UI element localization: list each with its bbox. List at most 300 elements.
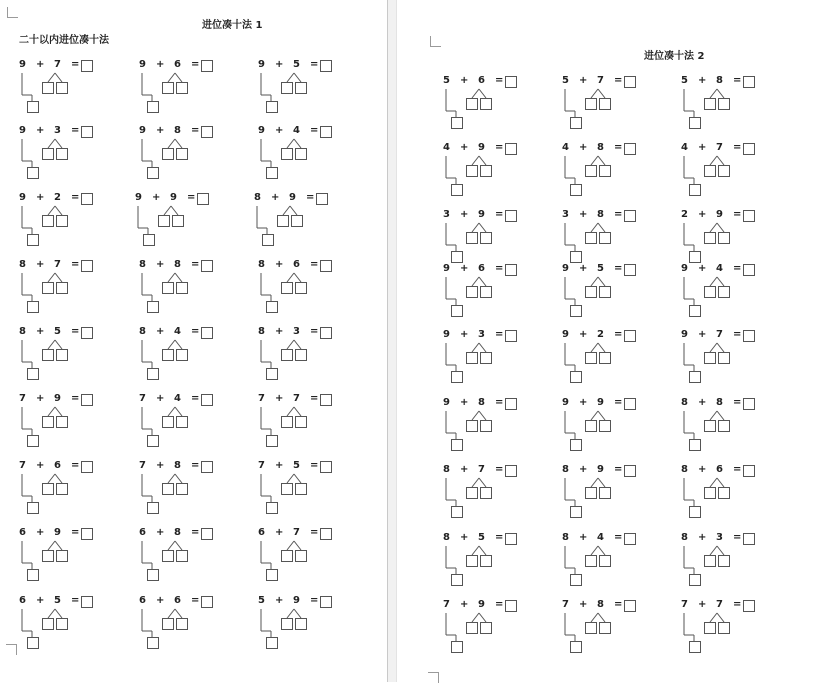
split-box-left[interactable] [704,165,716,177]
answer-box[interactable] [81,394,93,406]
equals-sign: = [614,329,623,340]
equals-sign: = [495,329,504,340]
ten-sum-box[interactable] [27,435,39,447]
decomposition-line [710,277,717,286]
decomposition-line [717,156,724,165]
answer-box[interactable] [201,394,213,406]
answer-box[interactable] [624,398,636,410]
second-addend: 6 [478,75,485,86]
split-box-right[interactable] [176,148,188,160]
split-box-left[interactable] [281,483,293,495]
plus-sign: + [698,142,707,153]
split-box-right[interactable] [480,555,492,567]
ten-sum-box[interactable] [266,637,278,649]
split-box-right[interactable] [56,349,68,361]
first-addend: 8 [139,259,146,270]
split-box-right[interactable] [172,215,184,227]
ten-sum-box[interactable] [27,637,39,649]
ten-sum-box[interactable] [27,502,39,514]
equals-sign: = [71,259,80,270]
ten-sum-box[interactable] [266,368,278,380]
split-box-left[interactable] [162,349,174,361]
split-box-left[interactable] [162,618,174,630]
split-box-right[interactable] [599,98,611,110]
addition-problem [562,532,642,588]
first-addend: 6 [139,527,146,538]
ten-sum-box[interactable] [570,641,582,653]
ten-sum-box[interactable] [689,439,701,451]
answer-box[interactable] [320,60,332,72]
answer-box[interactable] [743,76,755,88]
ten-sum-box[interactable] [147,435,159,447]
addition-problem [562,209,642,265]
decomposition-line [717,277,724,286]
decomposition-line [168,541,175,550]
ten-sum-box[interactable] [147,637,159,649]
addition-problem [562,464,642,520]
answer-box[interactable] [743,600,755,612]
split-box-left[interactable] [281,148,293,160]
answer-box[interactable] [201,461,213,473]
split-box-right[interactable] [176,618,188,630]
split-box-left[interactable] [162,483,174,495]
answer-box[interactable] [320,126,332,138]
ten-sum-box[interactable] [266,101,278,113]
addition-problem [443,75,523,131]
split-box-right[interactable] [599,165,611,177]
split-box-right[interactable] [295,282,307,294]
plus-sign: + [275,595,284,606]
answer-box[interactable] [320,327,332,339]
plus-sign: + [156,326,165,337]
ten-sum-box[interactable] [689,371,701,383]
split-box-right[interactable] [599,232,611,244]
addition-problem [19,393,99,449]
ten-sum-box[interactable] [147,569,159,581]
split-box-right[interactable] [176,82,188,94]
decomposition-line [591,478,598,487]
split-box-right[interactable] [718,622,730,634]
decomposition-line [48,474,55,483]
decomposition-line [175,541,182,550]
plus-sign: + [36,326,45,337]
ten-sum-box[interactable] [147,167,159,179]
answer-box[interactable] [743,210,755,222]
first-addend: 9 [681,329,688,340]
split-box-left[interactable] [704,420,716,432]
split-box-right[interactable] [176,282,188,294]
ten-sum-box[interactable] [451,641,463,653]
ten-sum-box[interactable] [451,371,463,383]
ten-sum-box[interactable] [266,569,278,581]
ten-sum-box[interactable] [143,234,155,246]
split-box-left[interactable] [585,232,597,244]
split-box-right[interactable] [56,550,68,562]
second-addend: 5 [597,263,604,274]
split-box-left[interactable] [585,286,597,298]
ten-sum-box[interactable] [689,117,701,129]
split-box-left[interactable] [466,420,478,432]
ten-sum-box[interactable] [689,506,701,518]
split-box-left[interactable] [585,420,597,432]
split-box-left[interactable] [281,82,293,94]
split-box-right[interactable] [176,416,188,428]
split-box-left[interactable] [704,286,716,298]
answer-box[interactable] [320,461,332,473]
split-box-right[interactable] [56,82,68,94]
split-box-left[interactable] [704,622,716,634]
split-box-right[interactable] [56,148,68,160]
split-box-left[interactable] [42,349,54,361]
split-box-right[interactable] [599,420,611,432]
ten-sum-box[interactable] [451,251,463,263]
answer-box[interactable] [505,465,517,477]
split-box-right[interactable] [599,555,611,567]
plus-sign: + [275,527,284,538]
answer-box[interactable] [505,76,517,88]
answer-box[interactable] [201,260,213,272]
addition-problem [681,263,761,319]
answer-box[interactable] [743,143,755,155]
split-box-right[interactable] [480,622,492,634]
equals-sign: = [733,209,742,220]
split-box-right[interactable] [480,487,492,499]
split-box-right[interactable] [176,550,188,562]
ten-sum-box[interactable] [689,251,701,263]
split-box-left[interactable] [585,165,597,177]
equals-sign: = [614,209,623,220]
ten-sum-box[interactable] [266,301,278,313]
decomposition-line [55,541,62,550]
answer-box[interactable] [201,596,213,608]
answer-box[interactable] [197,193,209,205]
split-box-right[interactable] [599,286,611,298]
ten-sum-box[interactable] [27,368,39,380]
split-box-left[interactable] [466,165,478,177]
ten-sum-box[interactable] [570,574,582,586]
answer-box[interactable] [505,600,517,612]
split-box-right[interactable] [718,286,730,298]
answer-box[interactable] [81,327,93,339]
first-addend: 9 [258,125,265,136]
split-box-right[interactable] [291,215,303,227]
split-box-left[interactable] [42,483,54,495]
split-box-left[interactable] [466,98,478,110]
second-addend: 9 [293,595,300,606]
split-box-left[interactable] [281,349,293,361]
decomposition-line [48,609,55,618]
split-box-right[interactable] [599,487,611,499]
answer-box[interactable] [624,330,636,342]
decomposition-line [168,609,175,618]
answer-box[interactable] [743,533,755,545]
plus-sign: + [275,125,284,136]
ten-sum-box[interactable] [147,101,159,113]
margin-corner-mark [7,7,18,18]
plus-sign: + [36,259,45,270]
split-box-left[interactable] [466,555,478,567]
split-box-left[interactable] [162,282,174,294]
answer-box[interactable] [316,193,328,205]
ten-sum-box[interactable] [570,439,582,451]
plus-sign: + [460,464,469,475]
decomposition-line [175,73,182,82]
answer-box[interactable] [81,528,93,540]
decomposition-line [717,89,724,98]
answer-box[interactable] [624,533,636,545]
split-box-left[interactable] [42,148,54,160]
split-box-left[interactable] [585,622,597,634]
answer-box[interactable] [81,260,93,272]
split-box-right[interactable] [718,555,730,567]
answer-box[interactable] [201,60,213,72]
decomposition-line [48,73,55,82]
addition-problem [681,532,761,588]
split-box-left[interactable] [42,215,54,227]
split-box-left[interactable] [466,286,478,298]
split-box-right[interactable] [295,349,307,361]
split-box-right[interactable] [599,352,611,364]
decomposition-line [710,546,717,555]
equals-sign: = [614,397,623,408]
split-box-right[interactable] [480,352,492,364]
split-box-left[interactable] [585,98,597,110]
ten-sum-box[interactable] [570,506,582,518]
answer-box[interactable] [81,60,93,72]
addition-problem [258,59,338,115]
first-addend: 8 [681,532,688,543]
split-box-left[interactable] [585,555,597,567]
plus-sign: + [460,599,469,610]
split-box-left[interactable] [466,622,478,634]
split-box-right[interactable] [176,483,188,495]
answer-box[interactable] [320,394,332,406]
decomposition-line [710,156,717,165]
equals-sign: = [191,595,200,606]
split-box-left[interactable] [704,98,716,110]
split-box-left[interactable] [281,416,293,428]
plus-sign: + [156,125,165,136]
ten-sum-box[interactable] [689,574,701,586]
decomposition-line [290,206,297,215]
split-box-left[interactable] [704,352,716,364]
decomposition-line [287,609,294,618]
addition-problem [139,460,219,516]
ten-sum-box[interactable] [570,305,582,317]
split-box-left[interactable] [704,487,716,499]
decomposition-line [710,478,717,487]
split-box-right[interactable] [718,232,730,244]
split-box-left[interactable] [42,550,54,562]
addition-problem [681,464,761,520]
split-box-right[interactable] [718,487,730,499]
answer-box[interactable] [743,398,755,410]
equals-sign: = [733,532,742,543]
split-box-left[interactable] [704,555,716,567]
ten-sum-box[interactable] [266,167,278,179]
answer-box[interactable] [320,528,332,540]
split-box-right[interactable] [295,82,307,94]
split-box-left[interactable] [281,282,293,294]
decomposition-line [294,139,301,148]
ten-sum-box[interactable] [570,117,582,129]
decomposition-line [294,474,301,483]
split-box-right[interactable] [176,349,188,361]
first-addend: 8 [443,464,450,475]
decomposition-line [287,474,294,483]
plus-sign: + [579,329,588,340]
answer-box[interactable] [743,264,755,276]
second-addend: 4 [174,393,181,404]
split-box-left[interactable] [42,416,54,428]
ten-sum-box[interactable] [451,574,463,586]
ten-sum-box[interactable] [266,435,278,447]
answer-box[interactable] [81,193,93,205]
split-box-right[interactable] [56,416,68,428]
split-box-right[interactable] [56,215,68,227]
decomposition-line [717,343,724,352]
answer-box[interactable] [505,533,517,545]
split-box-right[interactable] [295,483,307,495]
plus-sign: + [460,209,469,220]
addition-problem [139,59,219,115]
answer-box[interactable] [505,143,517,155]
answer-box[interactable] [624,465,636,477]
answer-box[interactable] [743,330,755,342]
ten-sum-box[interactable] [689,641,701,653]
split-box-left[interactable] [466,487,478,499]
answer-box[interactable] [624,143,636,155]
split-box-left[interactable] [466,352,478,364]
split-box-right[interactable] [480,286,492,298]
answer-box[interactable] [201,327,213,339]
split-box-right[interactable] [480,420,492,432]
answer-box[interactable] [81,126,93,138]
answer-box[interactable] [505,330,517,342]
answer-box[interactable] [505,210,517,222]
answer-box[interactable] [201,126,213,138]
answer-box[interactable] [81,461,93,473]
answer-box[interactable] [624,210,636,222]
ten-sum-box[interactable] [147,502,159,514]
decomposition-line [710,89,717,98]
split-box-left[interactable] [42,618,54,630]
answer-box[interactable] [81,596,93,608]
ten-sum-box[interactable] [689,305,701,317]
answer-box[interactable] [743,465,755,477]
split-box-left[interactable] [162,148,174,160]
ten-sum-box[interactable] [147,301,159,313]
split-box-right[interactable] [718,165,730,177]
answer-box[interactable] [505,398,517,410]
ten-sum-box[interactable] [451,184,463,196]
split-box-right[interactable] [56,483,68,495]
split-box-left[interactable] [281,550,293,562]
split-box-right[interactable] [480,232,492,244]
split-box-left[interactable] [704,232,716,244]
ten-sum-box[interactable] [27,301,39,313]
answer-box[interactable] [624,76,636,88]
split-box-right[interactable] [480,165,492,177]
first-addend: 4 [443,142,450,153]
split-box-left[interactable] [42,82,54,94]
split-box-right[interactable] [718,420,730,432]
first-addend: 5 [443,75,450,86]
plus-sign: + [36,460,45,471]
equals-sign: = [733,142,742,153]
split-box-left[interactable] [162,550,174,562]
ten-sum-box[interactable] [570,184,582,196]
answer-box[interactable] [320,260,332,272]
split-box-left[interactable] [281,618,293,630]
split-box-left[interactable] [466,232,478,244]
ten-sum-box[interactable] [27,167,39,179]
plus-sign: + [579,464,588,475]
ten-sum-box[interactable] [27,101,39,113]
ten-sum-box[interactable] [570,251,582,263]
split-box-right[interactable] [480,98,492,110]
ten-sum-box[interactable] [451,506,463,518]
split-box-right[interactable] [599,622,611,634]
decomposition-line [287,541,294,550]
plus-sign: + [579,397,588,408]
split-box-right[interactable] [295,550,307,562]
ten-sum-box[interactable] [147,368,159,380]
equals-sign: = [495,142,504,153]
split-box-left[interactable] [585,487,597,499]
first-addend: 4 [681,142,688,153]
ten-sum-box[interactable] [570,371,582,383]
split-box-left[interactable] [158,215,170,227]
ten-sum-box[interactable] [266,502,278,514]
ten-sum-box[interactable] [27,234,39,246]
equals-sign: = [191,393,200,404]
split-box-right[interactable] [718,98,730,110]
split-box-right[interactable] [295,416,307,428]
decomposition-line [175,609,182,618]
ten-sum-box[interactable] [262,234,274,246]
split-box-left[interactable] [277,215,289,227]
answer-box[interactable] [201,528,213,540]
first-addend: 9 [562,397,569,408]
plus-sign: + [460,75,469,86]
plus-sign: + [579,142,588,153]
ten-sum-box[interactable] [27,569,39,581]
second-addend: 5 [478,532,485,543]
decomposition-line [591,277,598,286]
answer-box[interactable] [624,264,636,276]
split-box-right[interactable] [295,148,307,160]
split-box-left[interactable] [42,282,54,294]
ten-sum-box[interactable] [451,117,463,129]
split-box-right[interactable] [56,618,68,630]
ten-sum-box[interactable] [451,439,463,451]
addition-problem [19,326,99,382]
split-box-left[interactable] [162,82,174,94]
split-box-right[interactable] [295,618,307,630]
split-box-left[interactable] [585,352,597,364]
split-box-left[interactable] [162,416,174,428]
answer-box[interactable] [505,264,517,276]
ten-sum-box[interactable] [689,184,701,196]
answer-box[interactable] [320,596,332,608]
equals-sign: = [614,599,623,610]
split-box-right[interactable] [718,352,730,364]
second-addend: 2 [54,192,61,203]
ten-sum-box[interactable] [451,305,463,317]
answer-box[interactable] [624,600,636,612]
split-box-right[interactable] [56,282,68,294]
